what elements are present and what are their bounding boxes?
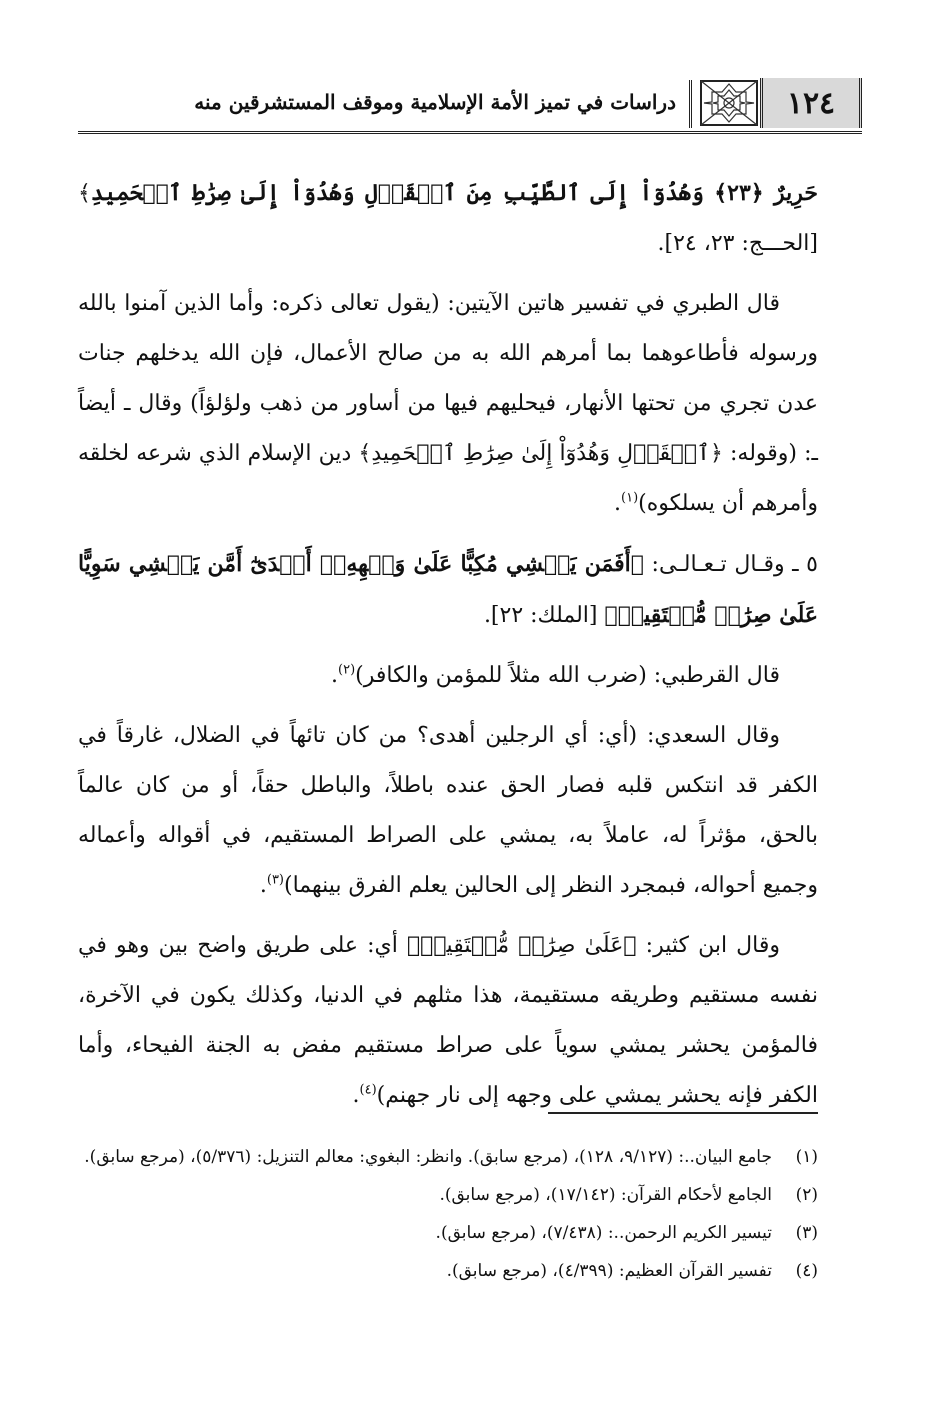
footnote-marker: (٤) (359, 1082, 377, 1098)
ornament-icon (700, 80, 758, 126)
quran-verse: حَرِيرٌ ﴿٢٣﴾ وَهُدُوٓاْ إِلَى ٱلطَّيِّبِ مِنَ ٱلۡقَوۡلِ وَهُدُوٓاْ إِلَىٰ صِرَٰطِ ٱلۡحَمِيدِ (90, 180, 818, 206)
header-divider (689, 80, 692, 128)
footnote-number: (١) (795, 1147, 818, 1167)
verse-reference: ﴾ [الحـــج: ٢٣، ٢٤]. (78, 181, 818, 256)
footnote-number: (٣) (795, 1223, 818, 1243)
footnote-text: جامع البيان..: (٩/١٢٧، ١٢٨)، (مرجع سابق). وانظر: البغوي: معالم التنزيل: (٥/٣٧٦)، (مرجع سابق). (84, 1147, 772, 1167)
footnote-marker: (٢) (338, 662, 356, 678)
footnotes (78, 1138, 818, 1290)
ibn-kathir-quote: وقال ابن كثير: ﴿عَلَىٰ صِرَٰطٖ مُّسۡتَقِيمٖ﴾ أي: على طريق واضح بين وهو في نفسه مستقيم وطريقه مستقيمة، هذا مثلهم في الدنيا، وكذلك يكون في الآخرة، فالمؤمن يحشر يمشي سوياً على صراط مستقيم مفض به الجنة الفيحاء، وأما الكفر فإنه يحشر يمشي على وجهه إلى نار جهنم) (78, 933, 818, 1108)
footnote-separator (548, 1112, 818, 1114)
footnote-number: (٤) (795, 1261, 818, 1281)
footnote-item (78, 1252, 818, 1290)
running-header (78, 76, 862, 134)
footnote-marker: (١) (621, 490, 639, 506)
paragraph-tabari: قال الطبري في تفسير هاتين الآيتين: (يقول تعالى ذكره: وأما الذين آمنوا بالله ورسوله فأطاعوهما بما أمرهم الله به من صالح الأعمال، فإن الله يدخلهم جنات عدن تجري من تحتها الأنهار، فيحليهم فيها من أساور من ذهب ولؤلؤاً) وقال ـ أيضاً ـ: (وقوله: ﴿ٱلۡقَوۡلِ وَهُدُوٓاْ إِلَىٰ صِرَٰطِ ٱلۡحَمِيدِ﴾ دين الإسلام الذي شرعه لخلقه وأمرهم أن يسلكوه)$^{(١)}$. (78, 291, 818, 516)
footnote-number: (٢) (795, 1185, 818, 1205)
point-lead: ٥ ـ وقـال تـعـالـى: (644, 552, 818, 577)
paragraph-saadi: وقال السعدي: (أي: أي الرجلين أهدى؟ من كان تائهاً في الضلال، غارقاً في الكفر قد انتكس قلبه فصار الحق عنده باطلاً، والباطل حقاً، أو من كان عالماً بالحق، مؤثراً له، عاملاً به، يمشي على الصراط المستقيم، في أقواله وأعماله وجميع أحواله، فبمجرد النظر إلى الحالين يعلم الفرق بينهما)$^{(٣)}$. (78, 723, 818, 898)
paragraph-quran-verse (78, 168, 818, 269)
footnote-text: تفسير القرآن العظيم: (٤/٣٩٩)، (مرجع سابق). (446, 1261, 772, 1281)
footnote-text: الجامع لأحكام القرآن: (١٧/١٤٢)، (مرجع سابق). (439, 1185, 772, 1205)
verse-reference: [الملك: ٢٢]. (483, 603, 605, 628)
footnote-item (78, 1176, 818, 1214)
paragraph-qurtubi: قال القرطبي: (ضرب الله مثلاً للمؤمن والكافر)$^{(٢)}$. (331, 662, 780, 688)
footnote-marker: (٣) (266, 872, 284, 888)
footnote-item (78, 1138, 818, 1176)
footnote-text: تيسير الكريم الرحمن..: (٧/٤٣٨)، (مرجع سابق). (435, 1223, 772, 1243)
quran-verse: ﴿أَفَمَن يَمۡشِي مُكِبًّا عَلَىٰ وَجۡهِهِۦٓ أَهۡدَىٰٓ أَمَّن يَمۡشِي سَوِيًّا عَلَىٰ صِرَٰطٖ مُّسۡتَقِيمٖ﴾ (78, 551, 818, 628)
qurtubi-quote: قال القرطبي: (ضرب الله مثلاً للمؤمن والكافر) (355, 663, 780, 688)
saadi-quote: وقال السعدي: (أي: أي الرجلين أهدى؟ من كان تائهاً في الضلال، غارقاً في الكفر قد انتكس قلبه فصار الحق عنده باطلاً، والباطل حقاً، أو من كان عالماً بالحق، مؤثراً له، عاملاً به، يمشي على الصراط المستقيم، في أقواله وأعماله وجميع أحواله، فبمجرد النظر إلى الحالين يعلم الفرق بينهما) (78, 723, 818, 898)
footnote-item (78, 1214, 818, 1252)
tabari-quote: قال الطبري في تفسير هاتين الآيتين: (يقول تعالى ذكره: وأما الذين آمنوا بالله ورسوله فأطاعوهما بما أمرهم الله به من صالح الأعمال، فإن الله يدخلهم جنات عدن تجري من تحتها الأنهار، فيحليهم فيها من أساور من ذهب ولؤلؤاً) وقال ـ أيضاً ـ: (وقوله: ﴿ٱلۡقَوۡلِ وَهُدُوٓاْ إِلَىٰ صِرَٰطِ ٱلۡحَمِيدِ﴾ دين الإسلام الذي شرعه لخلقه وأمرهم أن يسلكوه) (78, 291, 818, 516)
header-rule (78, 131, 862, 134)
main-text (78, 168, 818, 1121)
page-number: ١٢٤ (760, 78, 862, 128)
paragraph-ibn-kathir: وقال ابن كثير: ﴿عَلَىٰ صِرَٰطٖ مُّسۡتَقِيمٖ﴾ أي: على طريق واضح بين وهو في نفسه مستقيم وطريقه مستقيمة، هذا مثلهم في الدنيا، وكذلك يكون في الآخرة، فالمؤمن يحشر يمشي سوياً على صراط مستقيم مفض به الجنة الفيحاء، وأما الكفر فإنه يحشر يمشي على وجهه إلى نار جهنم)$^{(٤)}$. (78, 933, 818, 1108)
running-title: دراسات في تميز الأمة الإسلامية وموقف المستشرقين منه (194, 90, 676, 114)
paragraph-point-5 (78, 539, 818, 641)
